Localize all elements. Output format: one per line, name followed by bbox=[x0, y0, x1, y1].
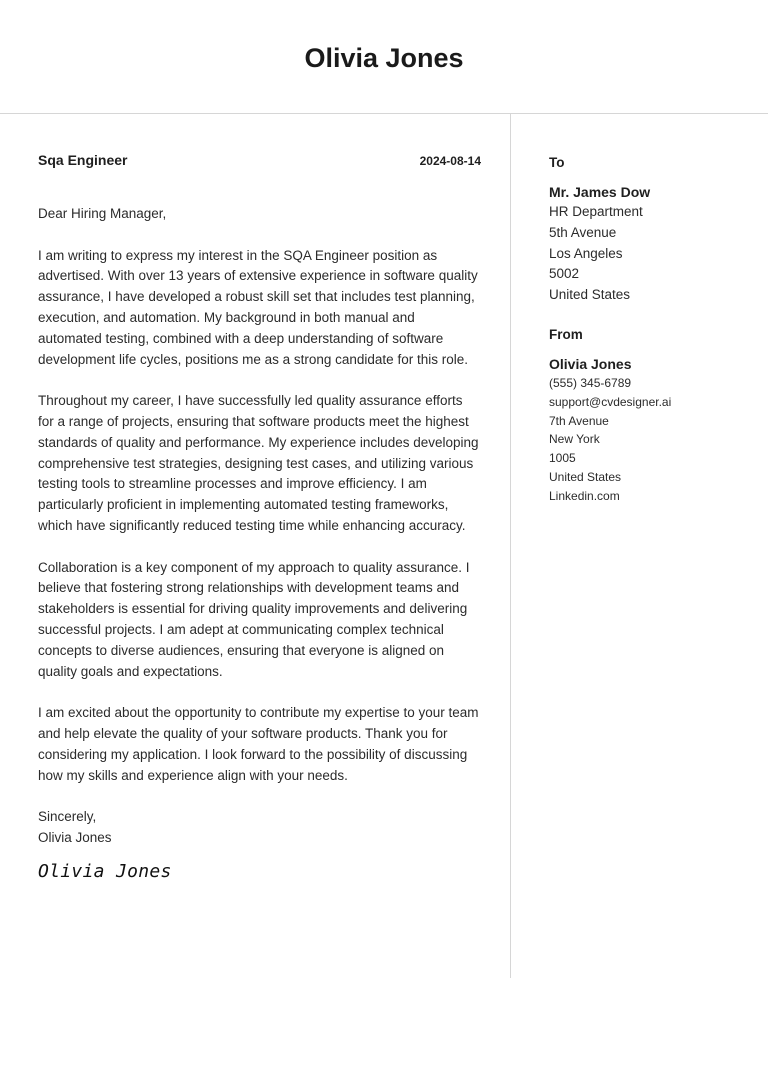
sender-block bbox=[549, 324, 749, 506]
applicant-name-heading: Olivia Jones bbox=[304, 43, 464, 73]
address-sidebar bbox=[549, 152, 749, 506]
recipient-department: HR Department bbox=[549, 204, 643, 219]
to-label: To bbox=[549, 155, 565, 170]
paragraph-4: I am excited about the opportunity to contribute my expertise to your team and help elevate the quality of your software products. Thank you for considering my application. I look forward to the possibility of discussing how my skills and experience align with your needs. bbox=[38, 705, 479, 783]
sender-street: 7th Avenue bbox=[549, 413, 609, 428]
sender-linkedin: Linkedin.com bbox=[549, 488, 620, 503]
from-label: From bbox=[549, 326, 583, 342]
recipient-name: Mr. James Dow bbox=[549, 184, 651, 200]
sender-email: support@cvdesigner.ai bbox=[549, 394, 672, 409]
recipient-city: Los Angeles bbox=[549, 245, 623, 261]
paragraph-1: I am writing to express my interest in the SQA Engineer position as advertised. With over 13 years of extensive experience in software quality assurance, I have developed a robust skill set that includes test planning, execution, and automation. My background in both manual and automated testing, combined with a deep understanding of software development life cycles, positions me as a strong candidate for this role. bbox=[38, 247, 478, 367]
letter-body bbox=[38, 152, 481, 882]
closing-name: Olivia Jones bbox=[38, 829, 112, 845]
sender-country: United States bbox=[549, 469, 622, 484]
sender-city: New York bbox=[549, 432, 600, 447]
salutation: Dear Hiring Manager, bbox=[38, 206, 167, 221]
letter-meta-row bbox=[38, 152, 481, 174]
signature: Olivia Jones bbox=[38, 860, 172, 882]
sender-phone: (555) 345-6789 bbox=[549, 375, 632, 390]
sender-postal-code: 1005 bbox=[549, 451, 576, 466]
paragraph-2: Throughout my career, I have successfully led quality assurance efforts for a range of projects, ensuring that software products meet the highest standards of quality and performance. My experience includes developing comprehensive test strategies, designing test cases, and utilizing various testing tools to streamline processes and improve efficiency. I am particularly proficient in implementing automated testing frameworks, which have significantly reduced testing time while enhancing accuracy. bbox=[38, 393, 479, 533]
recipient-street: 5th Avenue bbox=[549, 224, 617, 240]
column-divider bbox=[510, 114, 511, 978]
closing-phrase: Sincerely, bbox=[38, 809, 97, 825]
paragraph-3: Collaboration is a key component of my approach to quality assurance. I believe that fostering strong relationships with development teams and stakeholders is essential for driving quality improvements and delivering successful projects. I am adept at communicating complex technical concepts to diverse audiences, ensuring that everyone is aligned on quality goals and expectations. bbox=[38, 559, 470, 679]
sender-name: Olivia Jones bbox=[549, 355, 632, 372]
position-title: Sqa Engineer bbox=[38, 152, 128, 168]
recipient-country: United States bbox=[549, 287, 631, 303]
page-header bbox=[0, 0, 768, 114]
recipient-block bbox=[549, 152, 749, 306]
letter-date: 2024-08-14 bbox=[419, 154, 481, 168]
recipient-postal-code: 5002 bbox=[549, 266, 580, 282]
closing-block bbox=[38, 807, 481, 849]
